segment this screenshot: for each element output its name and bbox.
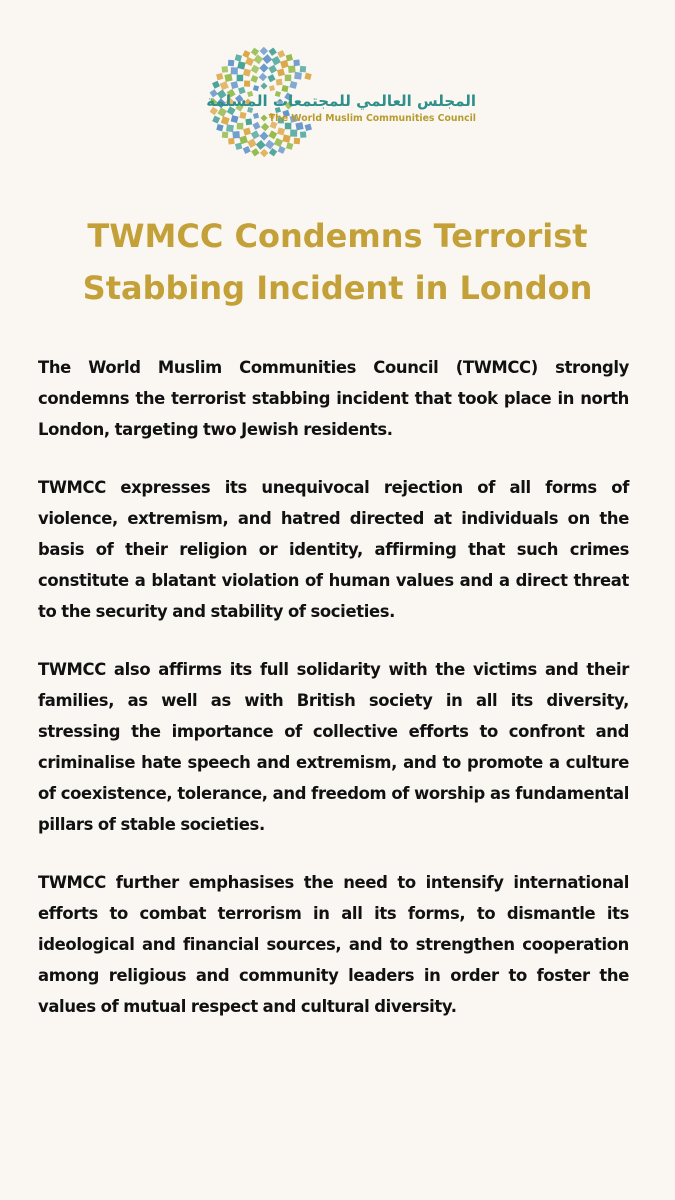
logo-tile [260, 82, 267, 89]
logo-tile [251, 148, 259, 156]
paragraph-4: TWMCC further emphasises the need to intensify international efforts to combat terrorism in all its forms, to dismantle its ideological and financial sources, and to strengthen cooperation among religious and community leaders in order to foster the values of mutual respect and cultural diversity. [38, 873, 629, 1016]
logo-tile [222, 66, 229, 73]
logo-tile [259, 73, 267, 81]
logo-tile [300, 131, 307, 138]
logo-tile [274, 138, 283, 147]
logo-tile [278, 146, 286, 154]
logo-tile [286, 142, 293, 149]
logo-arabic-name: المجلس العالمي للمجتمعات المسلمة [206, 92, 476, 110]
logo-tile [253, 113, 259, 119]
logo-tile [251, 130, 260, 139]
logo-tile [235, 54, 242, 61]
logo-tile [228, 60, 234, 66]
logo-tile [276, 79, 283, 86]
logo-tile [252, 122, 260, 130]
logo-tile [277, 50, 285, 58]
title-line-1: TWMCC Condemns Terrorist [87, 217, 588, 255]
logo-tile [224, 74, 232, 82]
logo-tile [231, 115, 239, 123]
logo-tile [243, 127, 251, 135]
logo-tile [259, 131, 268, 140]
statement-body [38, 352, 629, 1049]
logo-tile [259, 63, 268, 72]
title-line-2: Stabbing Incident in London [82, 269, 593, 307]
logo-tile [285, 75, 292, 82]
logo-english-name: The World Muslim Communities Council [268, 113, 476, 124]
logo-tile [265, 140, 275, 150]
logo-tile [269, 85, 275, 91]
page-title [0, 210, 675, 314]
logo-tile [260, 149, 268, 157]
logo-tile [237, 61, 245, 69]
logo-tile [244, 80, 250, 86]
paragraph-2: TWMCC expresses its unequivocal rejection of all forms of violence, extremism, and hatred directed at individuals on the basis of their religion or identity, affirming that such crimes constitute a blatant violation of human values and a direct threat to the security and stability of societies. [38, 478, 629, 621]
logo-tile [294, 138, 300, 144]
logo-tile [268, 130, 277, 139]
logo-tile [232, 131, 240, 139]
logo-tile [231, 67, 238, 74]
logo-tile [267, 74, 275, 82]
logo-tile [282, 134, 290, 142]
logo-tile [268, 65, 277, 74]
logo-tile [243, 146, 251, 154]
logo-tile [277, 127, 285, 135]
logo-tile [212, 116, 220, 124]
logo-tile [304, 73, 311, 80]
logo-tile [245, 57, 254, 66]
logo-tile [271, 56, 281, 66]
logo-tile [247, 139, 257, 149]
logo-tile [288, 65, 296, 73]
logo-tile [260, 114, 267, 121]
logo-tile [253, 85, 259, 91]
logo-tile [268, 48, 276, 56]
organization-logo [206, 44, 476, 160]
logo-tile [294, 72, 302, 80]
logo-tile [231, 81, 239, 89]
logo-tile [260, 47, 268, 55]
logo-tile [242, 50, 250, 58]
logo-tile [300, 66, 306, 72]
logo-tile [243, 69, 251, 77]
logo-tile [277, 69, 285, 77]
logo-tile [216, 73, 223, 80]
logo-tile [256, 140, 266, 150]
paragraph-1: The World Muslim Communities Council (TWMCC) strongly condemns the terrorist stabbing incident that took place in north London, targeting two Jewish residents. [38, 358, 629, 439]
logo-tile [262, 54, 272, 64]
logo-tile [237, 123, 244, 130]
logo-tile [250, 75, 258, 83]
logo-tile [251, 65, 260, 74]
logo-tile [239, 112, 246, 119]
logo-tile [220, 81, 229, 90]
logo-tile [289, 81, 297, 89]
logo-tile [212, 81, 220, 89]
logo-tile [226, 124, 234, 132]
logo-tile [222, 132, 228, 138]
logo-tile [245, 118, 252, 125]
logo-tile [216, 124, 223, 131]
logo-tile [293, 60, 300, 67]
logo-tile [228, 138, 235, 145]
paragraph-3: TWMCC also affirms its full solidarity with the victims and their families, as well as with British society in all its diversity, stressing the importance of collective efforts to confront and criminalise hate speech and extremism, and to promote a culture of coexistence, tolerance, and freedom of worship as fundamental pillars of stable societies. [38, 660, 629, 834]
logo-tile [253, 54, 263, 64]
logo-tile [290, 130, 297, 137]
logo-tile [221, 116, 230, 125]
logo-tile [237, 75, 244, 82]
